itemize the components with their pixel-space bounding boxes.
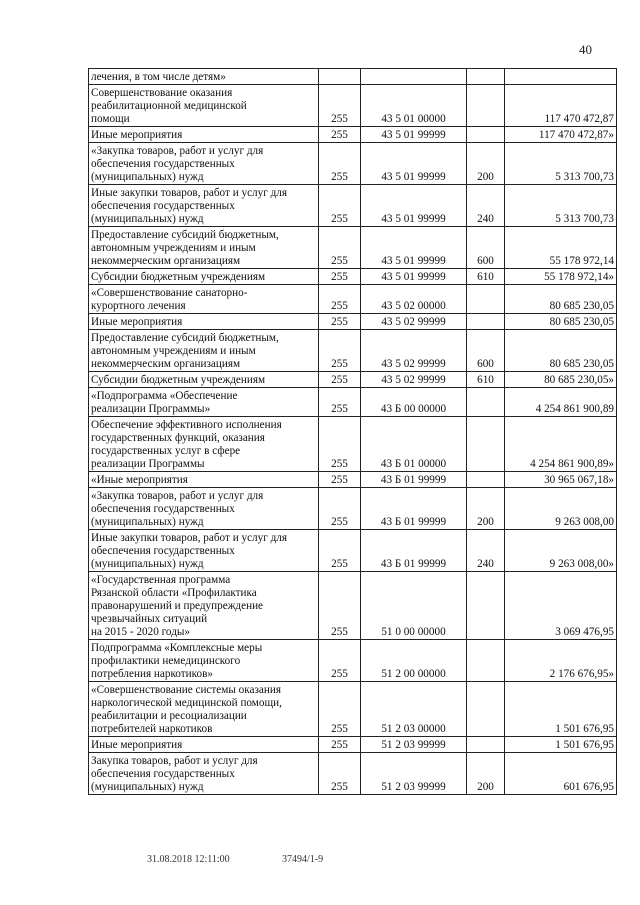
row-ministry-cell: 255 xyxy=(319,269,361,285)
row-csr-cell: 51 2 03 99999 xyxy=(361,753,467,795)
row-ministry-cell: 255 xyxy=(319,185,361,227)
row-vr-cell: 610 xyxy=(467,372,505,388)
row-name-cell: «Совершенствование санаторно- курортного лечения xyxy=(89,285,319,314)
row-name-cell: Иные мероприятия xyxy=(89,314,319,330)
row-amount-cell: 80 685 230,05 xyxy=(505,314,617,330)
row-csr-cell: 43 Б 01 99999 xyxy=(361,530,467,572)
row-csr-cell: 43 5 01 99999 xyxy=(361,143,467,185)
table-row xyxy=(89,472,617,488)
row-csr-cell: 43 5 02 99999 xyxy=(361,314,467,330)
row-name-cell: Совершенствование оказания реабилитационной медицинской помощи xyxy=(89,85,319,127)
table-row xyxy=(89,85,617,127)
row-ministry-cell: 255 xyxy=(319,753,361,795)
row-ministry-cell: 255 xyxy=(319,330,361,372)
row-name-cell: Иные закупки товаров, работ и услуг для обеспечения государственных (муниципальных) нужд xyxy=(89,530,319,572)
row-vr-cell xyxy=(467,285,505,314)
row-name-cell: «Государственная программа Рязанской области «Профилактика правонарушений и предупреждение чрезвычайных ситуаций на 2015 - 2020 годы» xyxy=(89,572,319,640)
page-number: 40 xyxy=(579,42,592,57)
row-vr-cell: 240 xyxy=(467,530,505,572)
row-ministry-cell: 255 xyxy=(319,682,361,737)
row-name-cell: Иные мероприятия xyxy=(89,737,319,753)
row-ministry-cell: 255 xyxy=(319,737,361,753)
row-csr-cell: 43 Б 00 00000 xyxy=(361,388,467,417)
table-row xyxy=(89,185,617,227)
row-csr-cell xyxy=(361,69,467,85)
table-row xyxy=(89,372,617,388)
table-row xyxy=(89,737,617,753)
row-name-cell: Предоставление субсидий бюджетным, автономным учреждениям и иным некоммерческим организациям xyxy=(89,227,319,269)
row-ministry-cell: 255 xyxy=(319,488,361,530)
row-amount-cell: 1 501 676,95 xyxy=(505,737,617,753)
row-csr-cell: 43 Б 01 00000 xyxy=(361,417,467,472)
table-row xyxy=(89,285,617,314)
row-vr-cell xyxy=(467,85,505,127)
row-amount-cell: 2 176 676,95» xyxy=(505,640,617,682)
row-csr-cell: 43 5 01 99999 xyxy=(361,227,467,269)
row-amount-cell: 4 254 861 900,89» xyxy=(505,417,617,472)
row-vr-cell: 200 xyxy=(467,753,505,795)
row-vr-cell xyxy=(467,314,505,330)
row-ministry-cell xyxy=(319,69,361,85)
row-amount-cell: 5 313 700,73 xyxy=(505,143,617,185)
row-vr-cell xyxy=(467,640,505,682)
row-name-cell: «Совершенствование системы оказания наркологической медицинской помощи, реабилитации и ресоциализации потребителей наркотиков xyxy=(89,682,319,737)
row-csr-cell: 43 Б 01 99999 xyxy=(361,488,467,530)
row-csr-cell: 43 5 02 00000 xyxy=(361,285,467,314)
table-row xyxy=(89,388,617,417)
row-name-cell: «Подпрограмма «Обеспечение реализации Программы» xyxy=(89,388,319,417)
row-amount-cell: 80 685 230,05 xyxy=(505,285,617,314)
row-ministry-cell: 255 xyxy=(319,472,361,488)
row-name-cell: Подпрограмма «Комплексные меры профилактики немедицинского потребления наркотиков» xyxy=(89,640,319,682)
row-amount-cell: 9 263 008,00» xyxy=(505,530,617,572)
row-vr-cell xyxy=(467,388,505,417)
row-vr-cell: 610 xyxy=(467,269,505,285)
row-name-cell: «Закупка товаров, работ и услуг для обеспечения государственных (муниципальных) нужд xyxy=(89,143,319,185)
row-ministry-cell: 255 xyxy=(319,572,361,640)
row-vr-cell: 240 xyxy=(467,185,505,227)
row-ministry-cell: 255 xyxy=(319,127,361,143)
table-row xyxy=(89,753,617,795)
row-ministry-cell: 255 xyxy=(319,388,361,417)
row-name-cell: Закупка товаров, работ и услуг для обеспечения государственных (муниципальных) нужд xyxy=(89,753,319,795)
row-csr-cell: 43 5 02 99999 xyxy=(361,330,467,372)
row-vr-cell: 600 xyxy=(467,330,505,372)
row-ministry-cell: 255 xyxy=(319,227,361,269)
row-name-cell: лечения, в том числе детям» xyxy=(89,69,319,85)
row-csr-cell: 51 2 03 99999 xyxy=(361,737,467,753)
row-vr-cell: 200 xyxy=(467,488,505,530)
row-ministry-cell: 255 xyxy=(319,530,361,572)
table-row xyxy=(89,488,617,530)
row-amount-cell: 1 501 676,95 xyxy=(505,682,617,737)
row-csr-cell: 51 0 00 00000 xyxy=(361,572,467,640)
row-amount-cell: 117 470 472,87» xyxy=(505,127,617,143)
row-amount-cell: 30 965 067,18» xyxy=(505,472,617,488)
row-ministry-cell: 255 xyxy=(319,640,361,682)
table-row xyxy=(89,127,617,143)
row-name-cell: «Иные мероприятия xyxy=(89,472,319,488)
row-csr-cell: 43 5 01 99999 xyxy=(361,185,467,227)
table-row xyxy=(89,69,617,85)
row-csr-cell: 43 Б 01 99999 xyxy=(361,472,467,488)
footer-date: 31.08.2018 12:11:00 xyxy=(147,854,230,865)
table-row xyxy=(89,330,617,372)
row-vr-cell xyxy=(467,69,505,85)
row-ministry-cell: 255 xyxy=(319,143,361,185)
row-csr-cell: 43 5 02 99999 xyxy=(361,372,467,388)
budget-table xyxy=(88,68,617,795)
row-name-cell: Иные закупки товаров, работ и услуг для обеспечения государственных (муниципальных) нужд xyxy=(89,185,319,227)
table-row xyxy=(89,227,617,269)
row-amount-cell: 601 676,95 xyxy=(505,753,617,795)
row-vr-cell xyxy=(467,417,505,472)
row-amount-cell: 55 178 972,14» xyxy=(505,269,617,285)
row-ministry-cell: 255 xyxy=(319,314,361,330)
row-amount-cell: 80 685 230,05 xyxy=(505,330,617,372)
table-row xyxy=(89,269,617,285)
row-name-cell: Обеспечение эффективного исполнения государственных функций, оказания государственных услуг в сфере реализации Программы xyxy=(89,417,319,472)
row-amount-cell: 117 470 472,87 xyxy=(505,85,617,127)
row-amount-cell: 9 263 008,00 xyxy=(505,488,617,530)
row-amount-cell: 80 685 230,05» xyxy=(505,372,617,388)
row-amount-cell: 55 178 972,14 xyxy=(505,227,617,269)
row-name-cell: Иные мероприятия xyxy=(89,127,319,143)
table-row xyxy=(89,640,617,682)
row-ministry-cell: 255 xyxy=(319,285,361,314)
row-csr-cell: 43 5 01 00000 xyxy=(361,85,467,127)
table-row xyxy=(89,314,617,330)
row-amount-cell: 3 069 476,95 xyxy=(505,572,617,640)
row-name-cell: Субсидии бюджетным учреждениям xyxy=(89,269,319,285)
row-vr-cell xyxy=(467,737,505,753)
row-csr-cell: 51 2 00 00000 xyxy=(361,640,467,682)
row-name-cell: Субсидии бюджетным учреждениям xyxy=(89,372,319,388)
row-csr-cell: 43 5 01 99999 xyxy=(361,127,467,143)
table-row xyxy=(89,572,617,640)
row-amount-cell: 5 313 700,73 xyxy=(505,185,617,227)
row-vr-cell xyxy=(467,682,505,737)
row-vr-cell xyxy=(467,472,505,488)
footer-doc-number: 37494/1-9 xyxy=(282,854,324,865)
table-row xyxy=(89,530,617,572)
table-row xyxy=(89,143,617,185)
row-vr-cell xyxy=(467,572,505,640)
row-name-cell: Предоставление субсидий бюджетным, автономным учреждениям и иным некоммерческим организациям xyxy=(89,330,319,372)
table-row xyxy=(89,417,617,472)
row-ministry-cell: 255 xyxy=(319,85,361,127)
row-name-cell: «Закупка товаров, работ и услуг для обеспечения государственных (муниципальных) нужд xyxy=(89,488,319,530)
table-row xyxy=(89,682,617,737)
row-ministry-cell: 255 xyxy=(319,417,361,472)
row-vr-cell: 600 xyxy=(467,227,505,269)
budget-table-body xyxy=(89,69,617,795)
row-vr-cell: 200 xyxy=(467,143,505,185)
row-csr-cell: 43 5 01 99999 xyxy=(361,269,467,285)
row-vr-cell xyxy=(467,127,505,143)
row-amount-cell: 4 254 861 900,89 xyxy=(505,388,617,417)
row-csr-cell: 51 2 03 00000 xyxy=(361,682,467,737)
row-ministry-cell: 255 xyxy=(319,372,361,388)
row-amount-cell xyxy=(505,69,617,85)
